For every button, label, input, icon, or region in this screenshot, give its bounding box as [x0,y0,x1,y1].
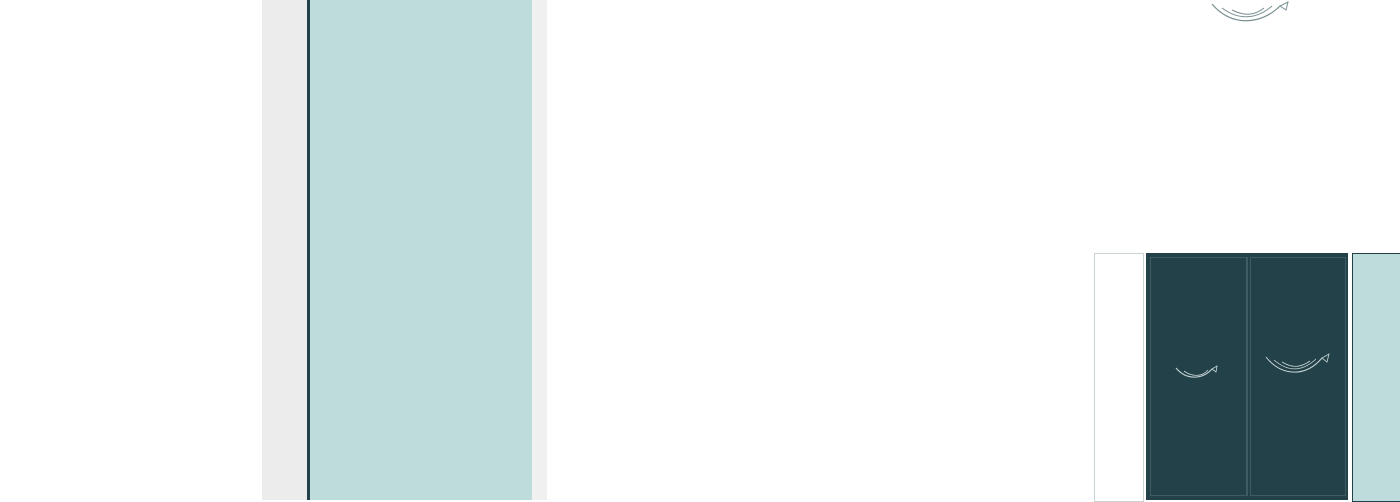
fold-line [1247,257,1248,496]
thumbnail-cover[interactable] [1146,253,1348,500]
page-gap [532,0,547,500]
thumbnail-mixers[interactable] [1094,253,1144,502]
food-menu-panel [547,0,1092,500]
fish-logo-icon [1210,0,1290,28]
page-gap [262,0,307,500]
thumbnail-cocktails[interactable] [1352,253,1400,502]
fish-logo-icon [1174,365,1218,381]
drinks-list-panel [0,0,263,500]
cocktails-panel [307,0,538,500]
fish-logo-icon [1264,353,1330,379]
